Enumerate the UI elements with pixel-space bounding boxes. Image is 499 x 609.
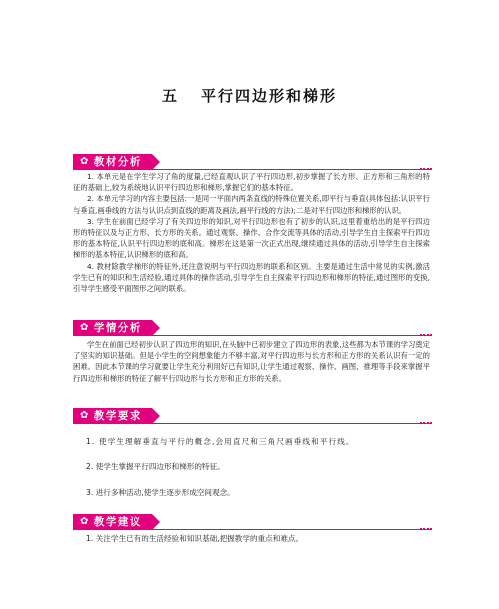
list-item: 2. 使学生掌握平行四边形和梯形的特征。 [86,462,225,471]
flower-icon: ✿ [80,156,90,167]
section-rule-requirements [73,423,430,424]
list-item: 1. 使学生理解垂直与平行的概念,会用直尺和三角尺画垂线和平行线。 [86,437,355,446]
section-label-requirements: 教学要求 [93,410,142,422]
section-tab-material [73,154,152,170]
section-rule-students [73,335,430,336]
section-header-suggestions [73,514,152,530]
section-rule-suggestions [73,529,430,530]
chapter-number: 五 [161,87,179,105]
section-header-requirements [73,408,152,424]
list-item: 1. 关注学生已有的生活经验和知识基础,把握教学的重点和难点。 [86,534,304,543]
section-body-students [73,339,430,384]
paragraph: 学生在前面已经初步认识了四边形的知识,在头脑中已初步建立了四边形的表象,这些都为本节课的学习奠定了坚实的知识基础。但是小学生的空间想象能力不够丰富,对平行四边形与长方形和正方形的关系认识有一定的困难。因此本节课的学习就要让学生充分利用好已有知识,让学生通过观察、操作、画图、推理等手段来掌握平行四边形和梯形的特征了解平行四边形与长方形和正方形的关系。 [73,340,430,383]
flower-icon: ✿ [80,410,90,421]
paragraph: 4. 教材除教学梯形的特征外,还注意说明与平行四边形的联系和区别。主要是通过生活中常见的实例,激活学生已有的知识和生活经验,通过具体的操作活动,引导学生自主探索平行四边形和梯形的特征,通过图形的变换,引导学生感受平面图形之间的联系。 [73,261,430,294]
section-header-material [73,154,152,170]
section-tab-requirements [73,408,152,424]
section-label-material: 教材分析 [93,156,142,168]
chapter-title [0,85,499,106]
paragraph: 2. 本单元学习的内容主要包括:一是同一平面内两条直线的特殊位置关系,即平行与垂直(具体包括:认识平行与垂直,画垂线的方法与认识点到直线的距离及画法,画平行线的方法);二是对平行四边形和梯形的认识。 [73,194,430,215]
section-label-suggestions: 教学建议 [93,516,142,528]
section-tab-students [73,320,152,336]
section-rule-material [73,169,430,170]
chapter-name: 平行四边形和梯形 [201,87,338,105]
section-body-material [73,171,430,294]
section-label-students: 学情分析 [93,322,142,334]
flower-icon: ✿ [80,516,90,527]
section-header-students [73,320,152,336]
list-item: 3. 进行多种活动,使学生逐步形成空间观念。 [86,488,235,497]
section-tab-suggestions [73,514,152,530]
flower-icon: ✿ [80,322,90,333]
paragraph: 1. 本单元是在学生学习了角的度量,已经直观认识了平行四边形,初步掌握了长方形、正方形和三角形的特征的基础上,较为系统地认识平行四边形和梯形,掌握它们的基本特征。 [73,172,430,193]
paragraph: 3. 学生在前面已经学习了有关四边形的知识,对平行四边形也有了初步的认识,这里着重给出的是平行四边形的特征以及与正方形、长方形的关系。通过观察、操作、合作交流等具体的活动,引导学生自主探索平行四边形的基本特征,认识平行四边形的底和高。梯形在这是第一次正式出现,继续通过具体的活动,引导学生自主探索梯形的基本特征,认识梯形的底和高。 [73,216,430,260]
